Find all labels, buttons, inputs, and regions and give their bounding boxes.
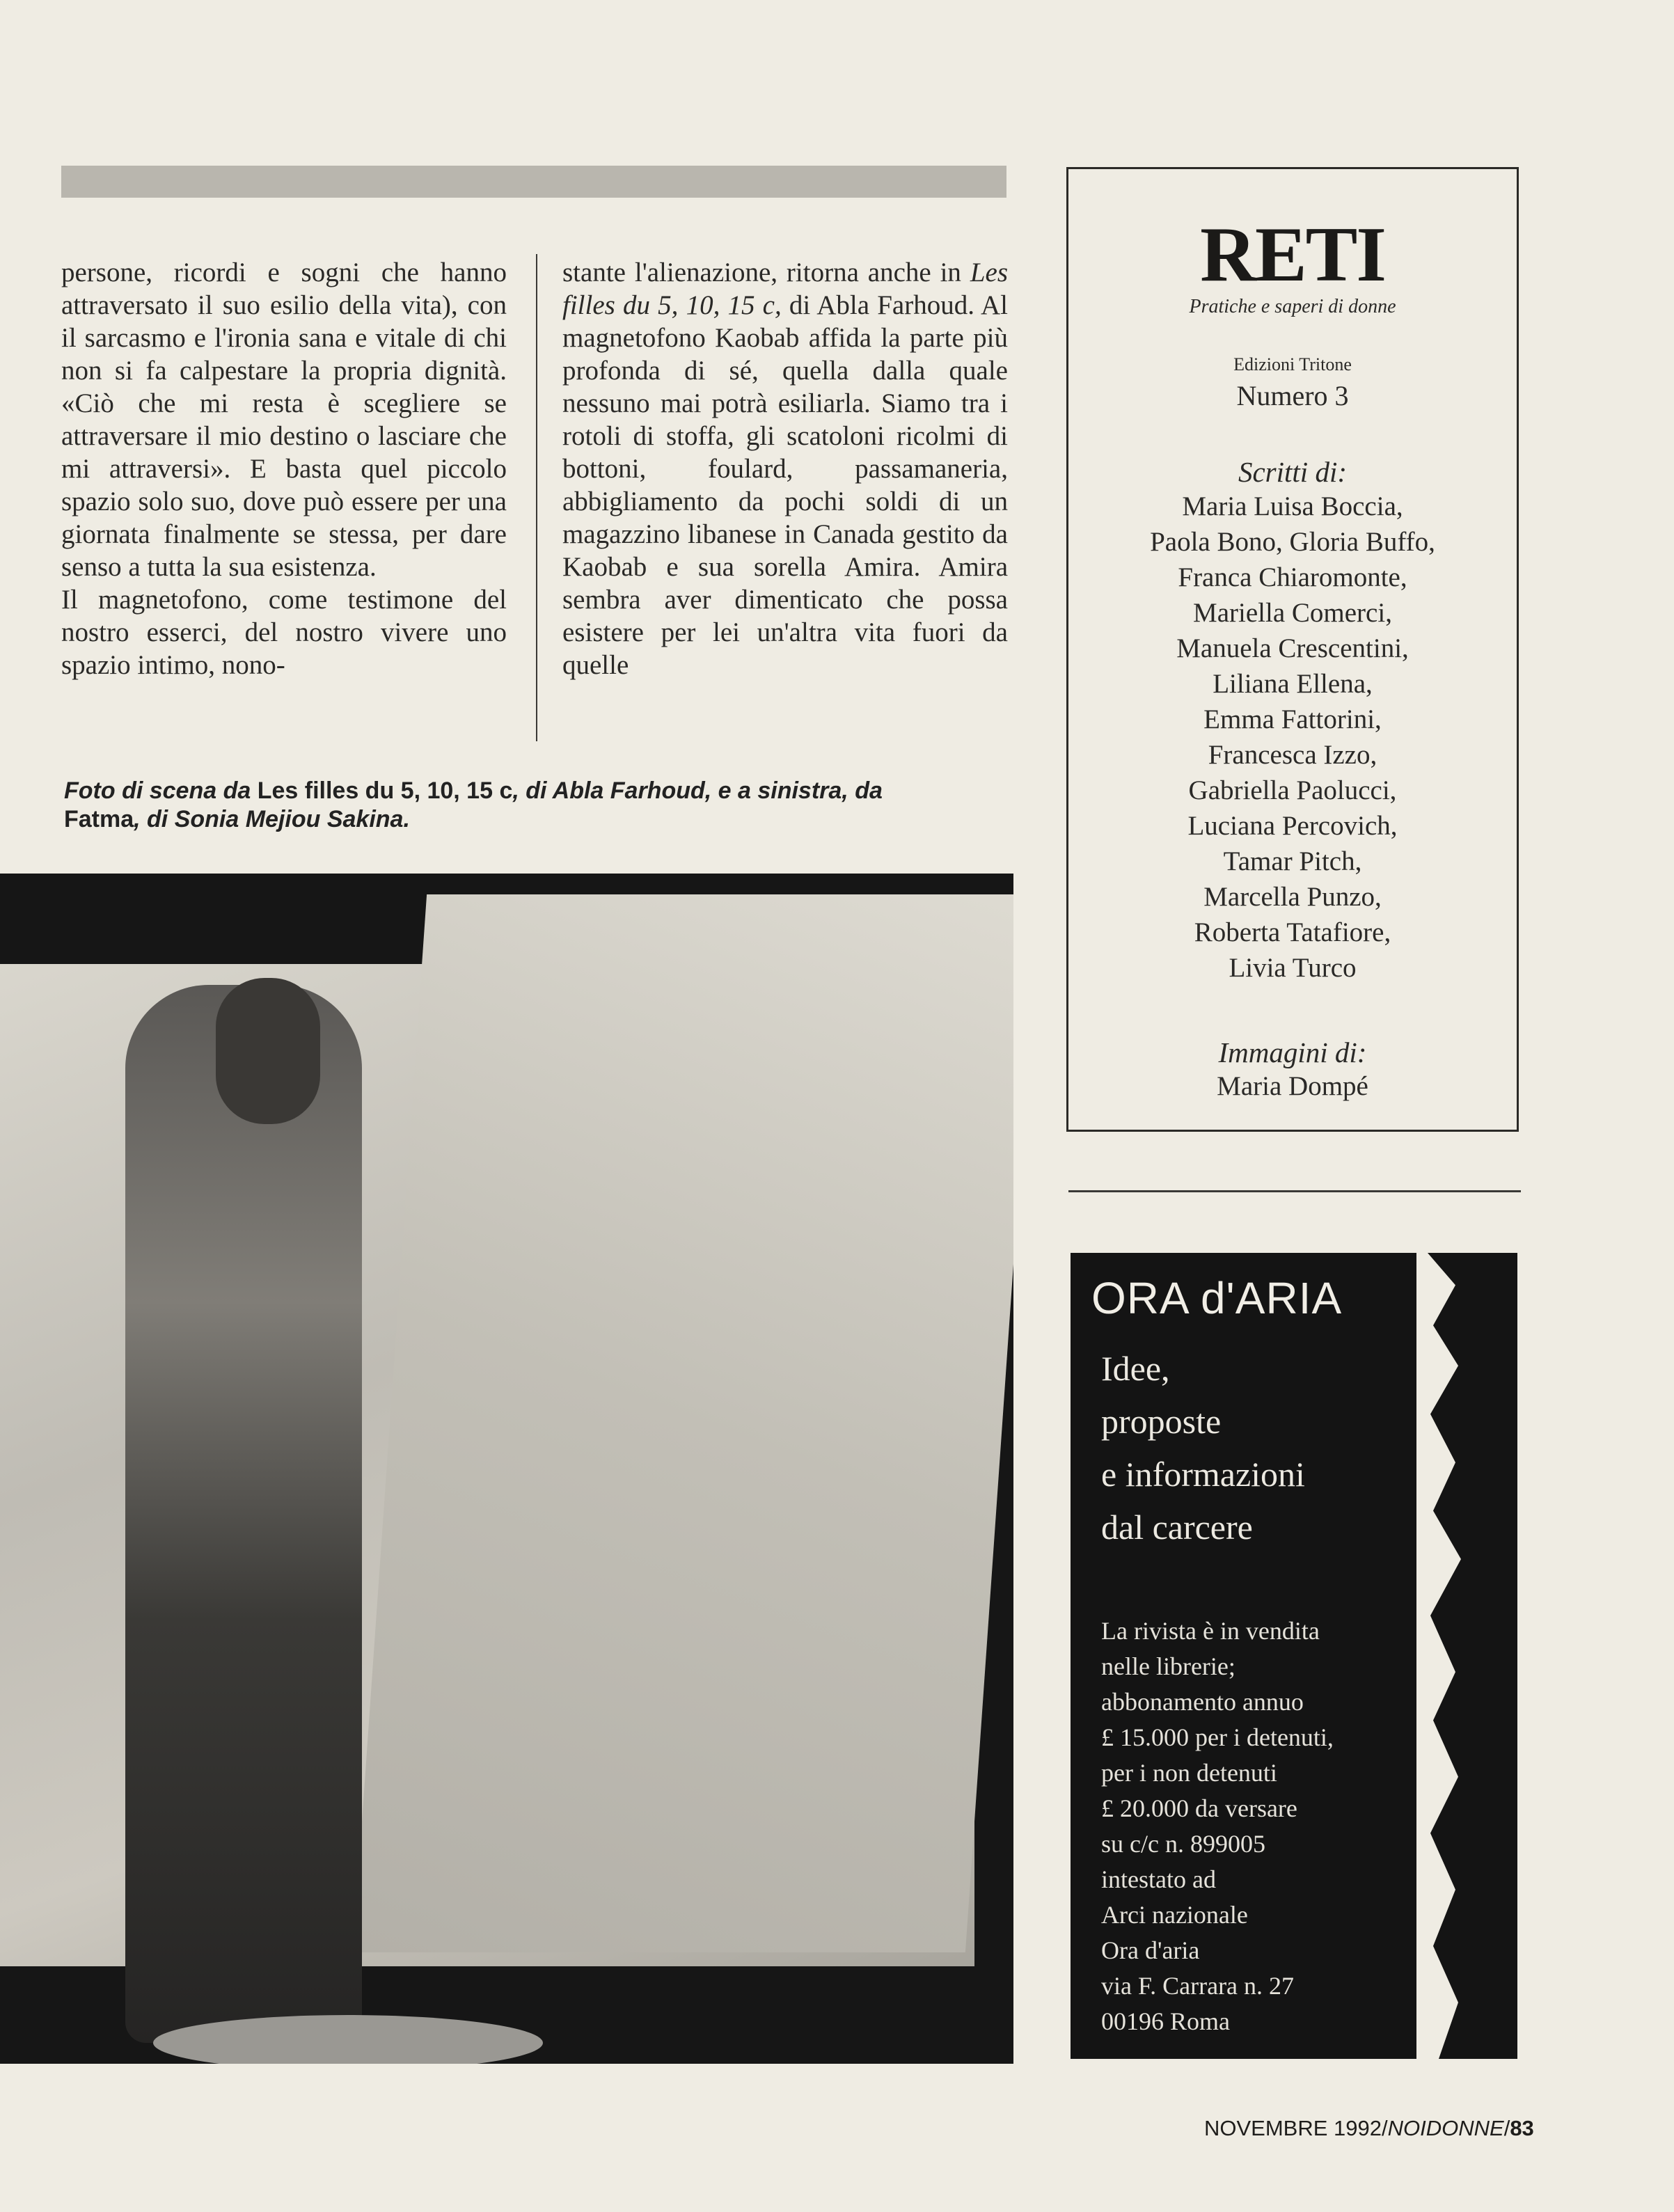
ora-daria-body — [1101, 1613, 1334, 2039]
ora-body-line: £ 15.000 per i detenuti, — [1101, 1723, 1334, 1751]
ora-body-line: Ora d'aria — [1101, 1936, 1200, 1964]
reti-subtitle: Pratiche e saperi di donne — [1189, 296, 1396, 317]
ora-body-line: su c/c n. 899005 — [1101, 1830, 1265, 1858]
caption-text: , di Abla Farhoud, e a sinistra, da — [512, 777, 883, 804]
reti-author: Emma Fattorini, — [1203, 704, 1382, 734]
reti-images-author: Maria Dompé — [1217, 1071, 1368, 1101]
ora-body-line: La rivista è in vendita — [1101, 1617, 1320, 1645]
footer-separator: / — [1503, 2116, 1510, 2140]
caption-title: Fatma — [64, 806, 134, 832]
reti-author: Francesca Izzo, — [1208, 740, 1377, 770]
reti-author: Mariella Comerci, — [1193, 598, 1392, 628]
stage-photo — [0, 874, 1013, 2064]
ora-body-line: 00196 Roma — [1101, 2007, 1230, 2035]
photo-actress-head — [216, 978, 320, 1124]
reti-publisher: Edizioni Tritone — [1233, 354, 1352, 374]
article-paragraph — [562, 256, 1008, 681]
reti-authors-list — [1068, 489, 1517, 986]
footer-date: NOVEMBRE 1992/ — [1204, 2116, 1388, 2140]
reti-ad-box — [1066, 167, 1519, 1132]
ora-body-line: £ 20.000 da versare — [1101, 1794, 1297, 1822]
reti-issue: Numero 3 — [1236, 380, 1349, 411]
caption-title: Les filles du 5, 10, 15 c — [257, 777, 513, 804]
reti-author: Livia Turco — [1229, 953, 1357, 983]
reti-author: Manuela Crescentini, — [1176, 633, 1409, 663]
article-column-2 — [562, 256, 1008, 681]
header-bar — [61, 166, 1006, 198]
article-text: di Abla Farhoud. Al magnetofono Kaobab affida la parte più profonda di sé, quella dalla quale nessuno mai potrà esiliarla. Siamo tra i rotoli di stoffa, gli scatoloni ricolmi di bottoni, foulard, passamaneria, abbigliamento da pochi soldi di un magazzino libanese in Canada gestito da Kaobab e sua sorella Amira. Amira sembra aver dimenticato che possa esistere per lei un'altra vita fuori da quelle — [562, 290, 1008, 680]
ora-daria-lead — [1101, 1342, 1305, 1554]
ora-body-line: abbonamento annuo — [1101, 1688, 1304, 1716]
article-column-1 — [61, 256, 507, 681]
ora-body-line: per i non detenuti — [1101, 1759, 1277, 1787]
reti-title: RETI — [1200, 212, 1385, 298]
photo-caption — [64, 777, 1016, 834]
ora-body-line: nelle librerie; — [1101, 1652, 1235, 1680]
photo-backdrop-sheet-right — [353, 894, 1013, 1952]
reti-author: Maria Luisa Boccia, — [1182, 491, 1403, 521]
ora-body-line: Arci nazionale — [1101, 1901, 1248, 1929]
reti-author: Luciana Percovich, — [1187, 811, 1398, 841]
ora-lead-line: e informazioni — [1101, 1455, 1305, 1494]
footer-magazine: NOIDONNE — [1387, 2116, 1504, 2140]
reti-author: Franca Chiaromonte, — [1178, 562, 1407, 592]
ora-lead-line: Idee, — [1101, 1349, 1170, 1388]
page-number: 83 — [1510, 2116, 1534, 2140]
reti-author: Gabriella Paolucci, — [1188, 775, 1397, 805]
caption-text: Foto di scena da — [64, 777, 258, 804]
ora-daria-torn-strip — [1469, 1253, 1517, 2059]
photo-actress-figure — [125, 985, 362, 2043]
article-paragraph: Il magnetofono, come testimone del nostro esserci, del nostro vivere uno spazio intimo, nono- — [61, 585, 507, 680]
page-footer — [1204, 2116, 1534, 2141]
ora-body-line: intestato ad — [1101, 1865, 1216, 1893]
section-divider — [1068, 1190, 1521, 1192]
article-paragraph: persone, ricordi e sogni che hanno attraversato il suo esilio della vita), con il sarcasmo e l'ironia sana e vitale di chi non si fa calpestare la propria dignità. «Ciò che mi resta è scegliere se attraversare il mio destino o lasciare che mi attraversi». E basta quel piccolo spazio solo suo, dove può essere per una giornata finalmente se stessa, per dare senso a tutta la sua esistenza. — [61, 258, 507, 582]
play-title: Les filles du 5, 10, 15 c, — [562, 258, 1008, 320]
reti-author: Marcella Punzo, — [1203, 882, 1382, 912]
ora-daria-title: ORA d'ARIA — [1091, 1273, 1343, 1323]
ora-lead-line: dal carcere — [1101, 1508, 1253, 1547]
caption-text: , di Sonia Mejiou Sakina. — [134, 806, 410, 832]
reti-author: Paola Bono, Gloria Buffo, — [1150, 527, 1435, 557]
reti-images-label: Immagini di: — [1218, 1036, 1367, 1068]
column-divider — [536, 254, 537, 741]
reti-author: Tamar Pitch, — [1223, 846, 1362, 876]
photo-basin — [153, 2015, 543, 2064]
reti-authors-label: Scritti di: — [1238, 456, 1347, 488]
reti-author: Liliana Ellena, — [1213, 669, 1373, 699]
ora-lead-line: proposte — [1101, 1402, 1222, 1441]
article-text: stante l'alienazione, ritorna anche in — [562, 258, 970, 287]
ora-body-line: via F. Carrara n. 27 — [1101, 1972, 1295, 2000]
reti-author: Roberta Tatafiore, — [1194, 917, 1391, 947]
